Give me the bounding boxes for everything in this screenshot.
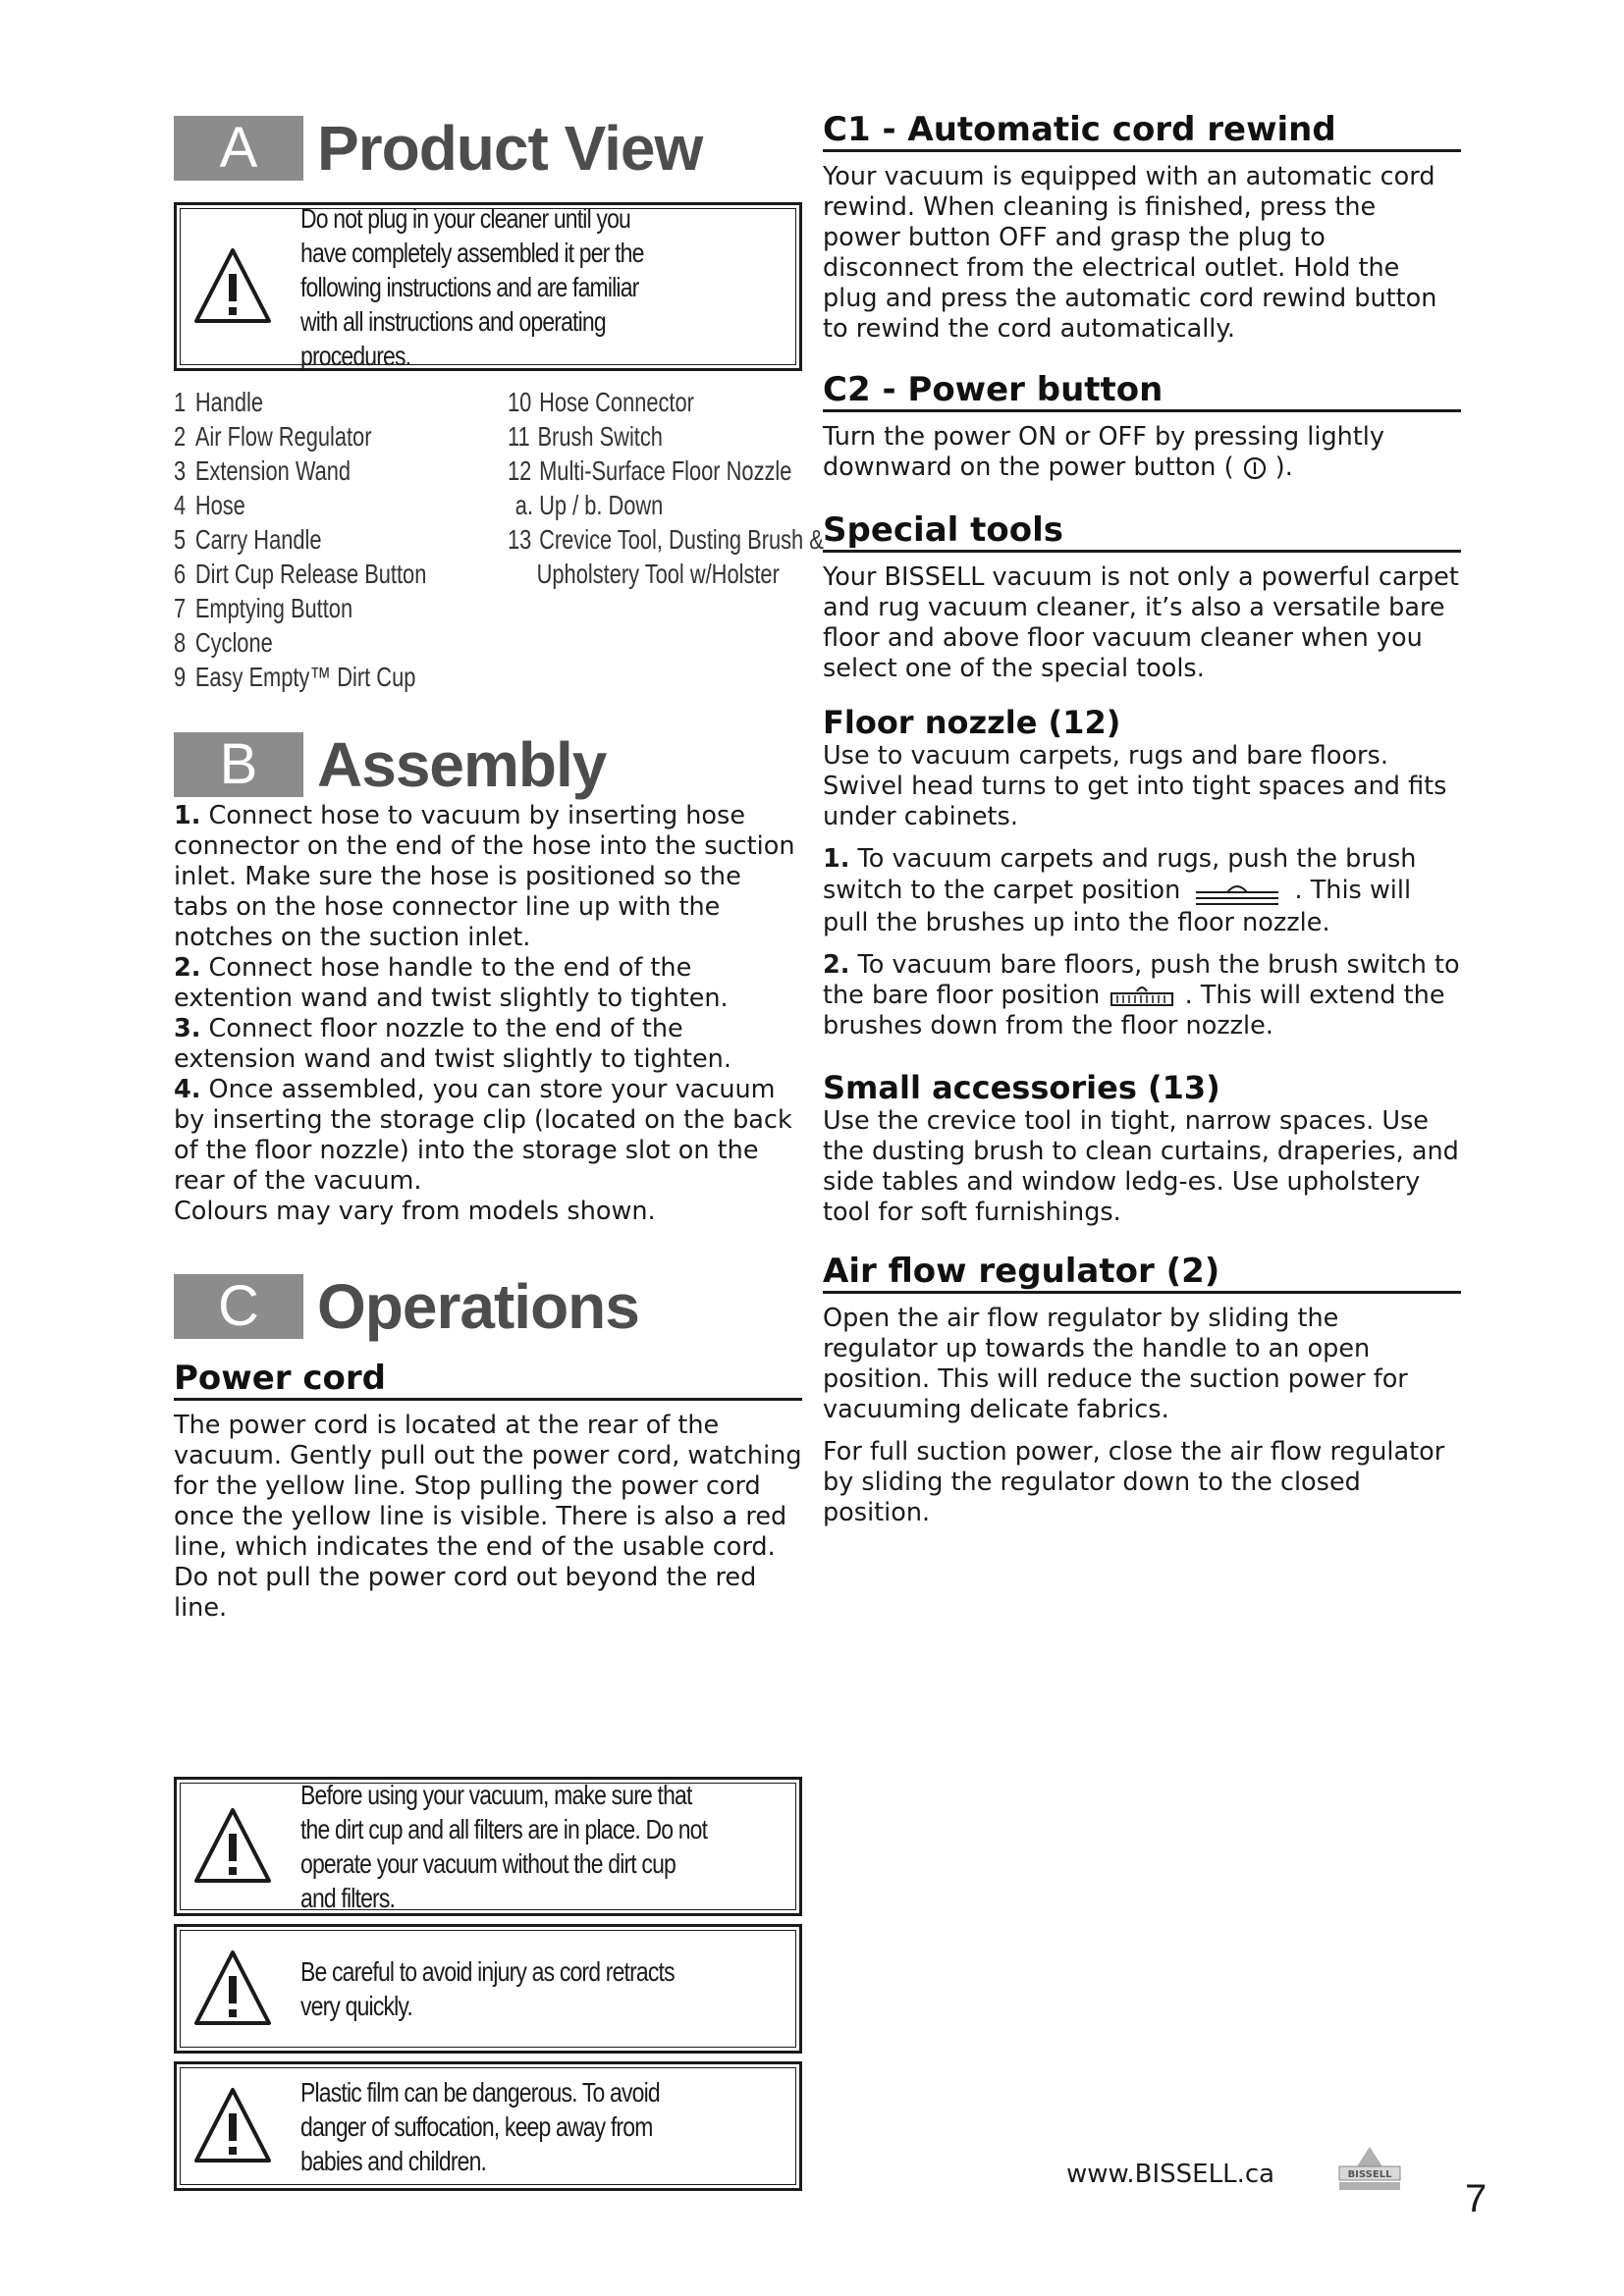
floor-nozzle-text: Use to vacuum carpets, rugs and bare floors. Swivel head turns to get into tight spaces and fits under cabinets. [823,741,1447,831]
part-item: 2 Air Flow Regulator [174,421,372,452]
section-c-header [174,1268,802,1342]
part-item: a. Up / b. Down [514,490,664,520]
power-cord-heading: Power cord [174,1359,802,1401]
section-b-letter: B [174,732,303,797]
assembly-steps [174,801,802,1227]
svg-text:BISSELL: BISSELL [1347,2169,1392,2180]
right-column [823,110,1461,1528]
assembly-step: 4. Once assembled, you can store your vacuum by inserting the storage clip (located on the back of the floor nozzle) into the storage slot on the rear of the vacuum. [174,1075,792,1196]
section-a-letter: A [174,116,303,181]
warning-stack [174,1777,802,2191]
warning-text: Do not plug in your cleaner until you have completely assembled it per the following instructions and are familiar with all instructions and operating procedures. [300,202,644,371]
warning-text: Before using your vacuum, make sure that the dirt cup and all filters are in place. Do not operate your vacuum without the dirt cup and filters. [300,1780,708,1913]
warning-text: Be careful to avoid injury as cord retracts very quickly. [300,1956,675,2021]
special-tools-heading: Special tools [823,510,1461,553]
part-item: 6 Dirt Cup Release Button [174,559,427,589]
part-item: 5 Carry Handle [174,524,322,555]
part-item: 9 Easy Empty™ Dirt Cup [174,662,416,692]
power-cord-text: The power cord is located at the rear of the vacuum. Gently pull out the power cord, watching for the yellow line. Stop pulling the power cord once the yellow line is visible. There is also a red line, which indicates the end of the usable cord. Do not pull the power cord out beyond the red line. [174,1411,802,1623]
special-tools-text: Your BISSELL vacuum is not only a powerful carpet and rug vacuum cleaner, it’s also a versatile bare floor and above floor vacuum cleaner when you select one of the special tools. [823,562,1459,683]
section-c-title: Operations [317,1271,639,1342]
warning-box-cord [174,1924,802,2054]
section-a-header [174,110,802,184]
c1-heading: C1 - Automatic cord rewind [823,110,1461,152]
warning-text: Plastic film can be dangerous. To avoid danger of suffocation, keep away from babies and children. [300,2076,660,2176]
airflow-text-open: Open the air flow regulator by sliding the regulator up towards the handle to an open position. This will reduce the suction power for vacuuming delicate fabrics. [823,1304,1408,1424]
part-item: 11 Brush Switch [508,421,663,452]
assembly-step: 1. Connect hose to vacuum by inserting hose connector on the end of the hose into the suction inlet. Make sure the hose is positioned so the tabs on the hose connector line up with the notches on the suction inlet. [174,801,795,952]
warning-icon [192,246,273,327]
floor-nozzle-heading: Floor nozzle (12) [823,704,1121,741]
section-a-title: Product View [317,113,703,184]
part-item: 8 Cyclone [174,627,273,658]
warning-box-dirt-cup [174,1777,802,1916]
warning-icon [192,1806,273,1887]
c2-heading: C2 - Power button [823,370,1461,412]
section-b-title: Assembly [317,729,607,800]
floor-step-bare: 2. To vacuum bare floors, push the brush switch to the bare floor position . This will extend the brushes down from the floor nozzle. [823,950,1460,1041]
section-c-letter: C [174,1274,303,1339]
floor-step-carpet: 1. To vacuum carpets and rugs, push the brush switch to the carpet position . This will pull the brushes up into the floor nozzle. [823,844,1417,937]
c1-text: Your vacuum is equipped with an automatic cord rewind. When cleaning is finished, press the power button OFF and grasp the plug to disconnect from the electrical outlet. Hold the plug and press the automatic cord rewind button to rewind the cord automatically. [823,162,1437,344]
parts-list [174,385,824,709]
colour-note: Colours may vary from models shown. [174,1197,656,1226]
bissell-logo [1335,2145,1404,2194]
part-item: Upholstery Tool w/Holster [536,559,780,589]
section-b-header [174,726,802,800]
small-accessories-text: Use the crevice tool in tight, narrow spaces. Use the dusting brush to clean curtains, draperies, and side tables and window ledg-es. Use upholstery tool for soft furnishings. [823,1106,1459,1227]
power-icon [1242,455,1268,481]
assembly-step: 2. Connect hose handle to the end of the extention wand and twist slightly to tighten. [174,953,729,1013]
warning-box-assembly [174,202,802,371]
carpet-position-icon [1188,875,1286,908]
part-item: 7 Emptying Button [174,593,353,623]
part-item: 10 Hose Connector [508,387,694,417]
airflow-text-close: For full suction power, close the air flow regulator by sliding the regulator down to the closed position. [823,1437,1445,1527]
left-column [174,110,824,1624]
part-item: 13 Crevice Tool, Dusting Brush & [508,524,824,555]
page-number: 7 [1465,2177,1488,2220]
assembly-step: 3. Connect floor nozzle to the end of the extension wand and twist slightly to tighten. [174,1014,731,1074]
warning-box-plastic [174,2061,802,2191]
part-item: 1 Handle [174,387,264,417]
footer-url: www.BISSELL.ca [1066,2160,1275,2189]
small-accessories-heading: Small accessories (13) [823,1069,1220,1106]
part-item: 3 Extension Wand [174,455,352,486]
warning-icon [192,1949,273,2029]
part-item: 12 Multi-Surface Floor Nozzle [508,455,792,486]
part-item: 4 Hose [174,490,245,520]
bare-floor-position-icon [1108,982,1176,1011]
parts-list-left [174,385,498,694]
warning-icon [192,2086,273,2166]
airflow-heading: Air flow regulator (2) [823,1252,1461,1294]
c2-text: Turn the power ON or OFF by pressing lightly downward on the power button ( ). [823,422,1384,482]
